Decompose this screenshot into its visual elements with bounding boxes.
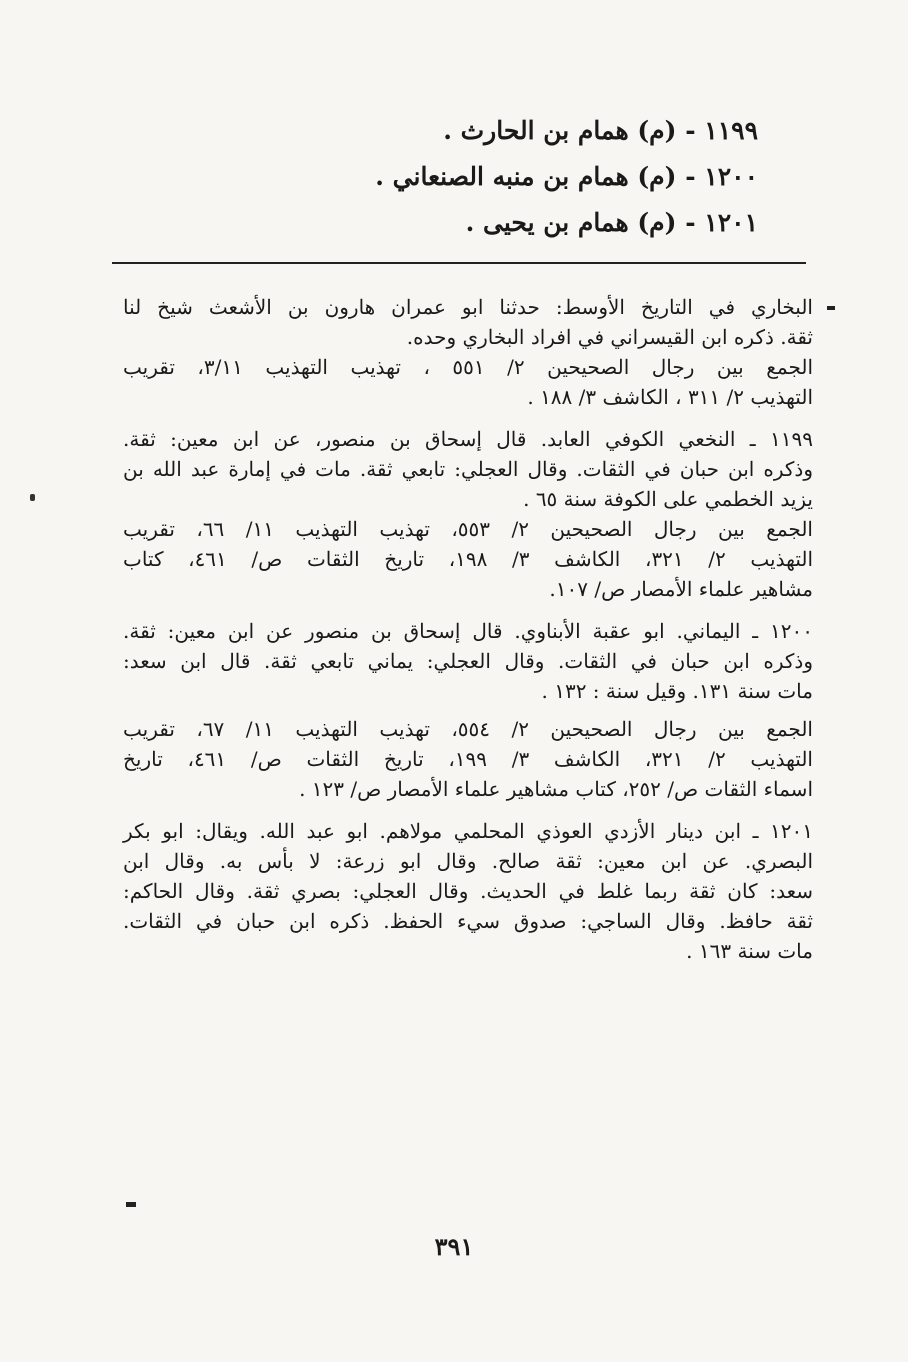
note-ref-line: الجمع بين رجال الصحيحين ٢/ ٥٥١ ، تهذيب التهذيب ٣/١١، تقريب bbox=[123, 355, 814, 379]
note-line: ثقة. ذكره ابن القيسراني في افراد البخاري وحده. bbox=[406, 325, 813, 349]
note-ref-line: الجمع بين رجال الصحيحين ٢/ ٥٥٤، تهذيب التهذيب ١١/ ٦٧، تقريب bbox=[123, 717, 813, 741]
note-ref-line: اسماء الثقات ص/ ٢٥٢، كتاب مشاهير علماء الأمصار ص/ ١٢٣ . bbox=[299, 777, 813, 801]
note-line: ١١٩٩ ـ النخعي الكوفي العابد. قال إسحاق بن منصور، عن ابن معين: ثقة. bbox=[123, 427, 813, 451]
main-entry-1199: ١١٩٩ - (م) همام بن الحارث . bbox=[443, 116, 758, 145]
main-entry-1201: ١٢٠١ - (م) همام بن يحيى . bbox=[465, 208, 758, 237]
bullet-mark-icon bbox=[827, 306, 835, 310]
note-line: ثقة حافظ. وقال الساجي: صدوق سيء الحفظ. ذكره ابن حبان في الثقات. bbox=[123, 909, 813, 933]
note-line: سعد: كان ثقة ربما غلط في الحديث. وقال العجلي: بصري ثقة. وقال الحاكم: bbox=[123, 879, 813, 903]
note-line: مات سنة ١٦٣ . bbox=[686, 939, 813, 963]
end-mark-icon bbox=[126, 1202, 136, 1207]
note-1200 bbox=[123, 616, 813, 804]
note-1201 bbox=[123, 816, 813, 966]
note-ref-line: مشاهير علماء الأمصار ص/ ١٠٧. bbox=[549, 577, 813, 601]
note-line: ١٢٠١ ـ ابن دينار الأزدي العوذي المحلمي مولاهم. ابو عبد الله. ويقال: ابو بكر bbox=[123, 819, 813, 843]
note-line: البصري. عن ابن معين: ثقة صالح. وقال ابو زرعة: لا بأس به. وقال ابن bbox=[123, 849, 813, 873]
note-ref-line: التهذيب ٢/ ٣١١ ، الكاشف ٣/ ١٨٨ . bbox=[527, 385, 813, 409]
note-intro bbox=[123, 292, 813, 412]
note-line: ١٢٠٠ ـ اليماني. ابو عقبة الأبناوي. قال إسحاق بن منصور عن ابن معين: ثقة. bbox=[123, 619, 813, 643]
note-ref-line: التهذيب ٢/ ٣٢١، الكاشف ٣/ ١٩٩، تاريخ الثقات ص/ ٤٦١، تاريخ bbox=[123, 747, 813, 771]
note-line: البخاري في التاريخ الأوسط: حدثنا ابو عمران هارون بن الأشعث شيخ لنا bbox=[123, 295, 813, 319]
note-line: مات سنة ١٣١. وقيل سنة : ١٣٢ . bbox=[541, 679, 813, 703]
note-line: يزيد الخطمي على الكوفة سنة ٦٥ . bbox=[523, 487, 813, 511]
margin-mark-icon bbox=[30, 494, 35, 501]
page-number: ٣٩١ bbox=[434, 1232, 474, 1261]
main-entry-1200: ١٢٠٠ - (م) همام بن منبه الصنعاني . bbox=[375, 162, 758, 191]
footnotes bbox=[123, 292, 813, 978]
note-ref-line: التهذيب ٢/ ٣٢١، الكاشف ٣/ ١٩٨، تاريخ الثقات ص/ ٤٦١، كتاب bbox=[123, 547, 814, 571]
note-line: وذكره ابن حبان في الثقات. وقال العجلي: يماني تابعي ثقة. قال ابن سعد: bbox=[123, 649, 813, 673]
note-ref-line: الجمع بين رجال الصحيحين ٢/ ٥٥٣، تهذيب التهذيب ١١/ ٦٦، تقريب bbox=[123, 517, 813, 541]
note-1199 bbox=[123, 424, 813, 604]
footnote-divider bbox=[112, 262, 806, 264]
main-entries bbox=[118, 108, 758, 246]
note-line: وذكره ابن حبان في الثقات. وقال العجلي: تابعي ثقة. مات في إمارة عبد الله بن bbox=[123, 457, 813, 481]
